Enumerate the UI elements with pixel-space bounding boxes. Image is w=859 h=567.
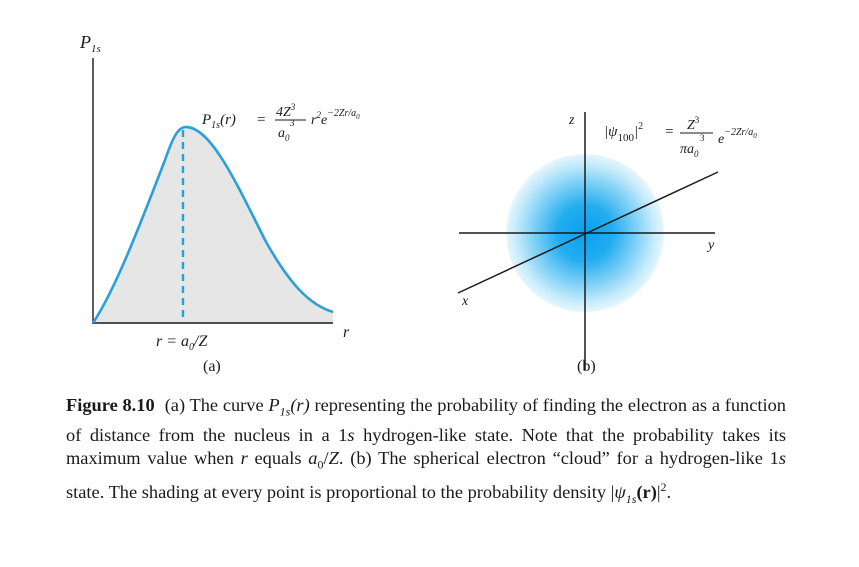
figure-caption: Figure 8.10 (a) The curve $P_{1s}(r)$ representing the probability of finding the electron as a function of distance from the nucleus in a 1s hydrogen-like state. Note that the probability takes its maximum value when r equals $a_0/Z$. (b) The spherical electron “cloud” for a hydrogen-like 1s state. The shading at every point is proportional to the probability density $|\psi_{1s}(r)|^2$.	[66, 395, 786, 507]
panel-a-tag: (a)	[203, 358, 221, 375]
svg-text:=: =	[257, 112, 266, 128]
x-axis-label: r	[343, 324, 350, 341]
svg-text:πa0: $\pi a_0$	[680, 142, 699, 159]
svg-text:P1s(r): $P_{1s}(r)$	[202, 112, 236, 131]
svg-text:3: 3	[700, 133, 705, 143]
svg-text:3: 3	[290, 118, 295, 128]
svg-text:=: =	[665, 124, 674, 140]
svg-text:a0: $a_0$	[278, 126, 290, 143]
x-axis-label-3d: x	[462, 294, 469, 309]
probability-area	[93, 127, 333, 323]
svg-text:r2e−2Zr/a0: $r^2e^{-2Zr/a}_0$	[311, 108, 360, 128]
svg-text:Z3: $Z^3$	[687, 115, 700, 133]
panel-b-diagram	[440, 0, 859, 385]
figure-label: Figure 8.10	[66, 395, 155, 415]
svg-text:|ψ100|2: $|\psi_{100}|^2$	[604, 121, 644, 144]
y-axis-label-3d: y	[708, 238, 715, 253]
svg-text:e−2Zr/a0: $e^{-2Zr/a}_0$	[718, 127, 757, 147]
panel-a-formula	[201, 102, 360, 143]
y-axis-label: $P_{1s}$	[80, 32, 101, 55]
panel-a-plot	[0, 0, 420, 385]
z-axis-label: z	[569, 113, 575, 128]
panel-b-formula	[604, 115, 757, 159]
panel-b-tag: (b)	[577, 358, 596, 375]
peak-label: $r = a_0/Z$	[156, 333, 208, 353]
svg-text:4Z3: $4Z^3$	[276, 102, 296, 120]
